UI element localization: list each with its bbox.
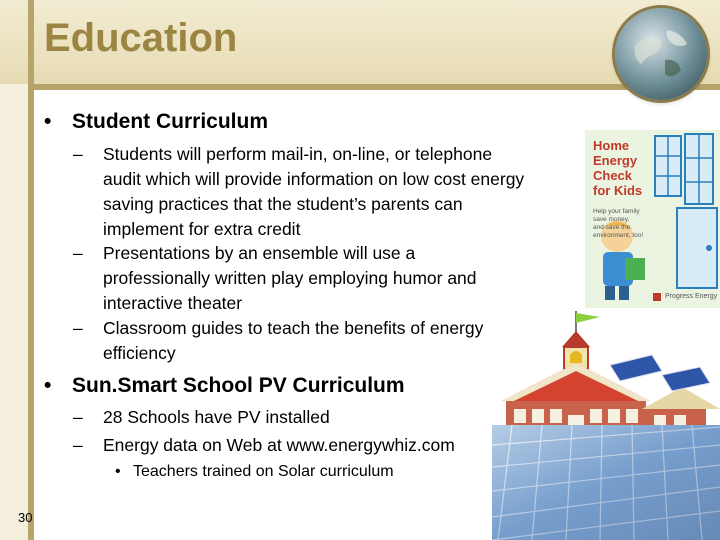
sub-bullet-pv-installed: – 28 Schools have PV installed xyxy=(73,407,330,427)
booklet-title: Home Energy Check for Kids xyxy=(593,138,643,198)
slide-title: Education xyxy=(44,16,238,60)
sub-bullet-audit: – Students will perform mail-in, on-line, or telephone audit which will provide information on low cost energy saving practices that the student’s parents can implement for extra credit xyxy=(73,144,525,239)
school-solar-illustration xyxy=(492,305,720,540)
bullet-sunsmart-curriculum: • Sun.Smart School PV Curriculum xyxy=(44,374,405,397)
frame-line-vertical xyxy=(28,0,34,540)
page-number: 30 xyxy=(18,510,33,525)
sub-bullet-energy-data: – Energy data on Web at www.energywhiz.com xyxy=(73,435,455,455)
left-strip xyxy=(0,84,28,540)
sub-bullet-presentations: – Presentations by an ensemble will use a professionally written play employing humor and interactive theater xyxy=(73,243,477,313)
sub-bullet-classroom-guides: – Classroom guides to teach the benefits of energy efficiency xyxy=(73,318,484,363)
sub-sub-bullet-teachers: • Teachers trained on Solar curriculum xyxy=(115,463,394,480)
booklet-subtitle: Help your family save money, and save the environment, too! xyxy=(593,208,644,239)
booklet-publisher: Progress Energy xyxy=(665,293,718,300)
home-energy-check-booklet-image xyxy=(585,130,720,308)
bullet-student-curriculum: • Student Curriculum xyxy=(44,110,269,133)
globe-icon xyxy=(615,8,707,100)
